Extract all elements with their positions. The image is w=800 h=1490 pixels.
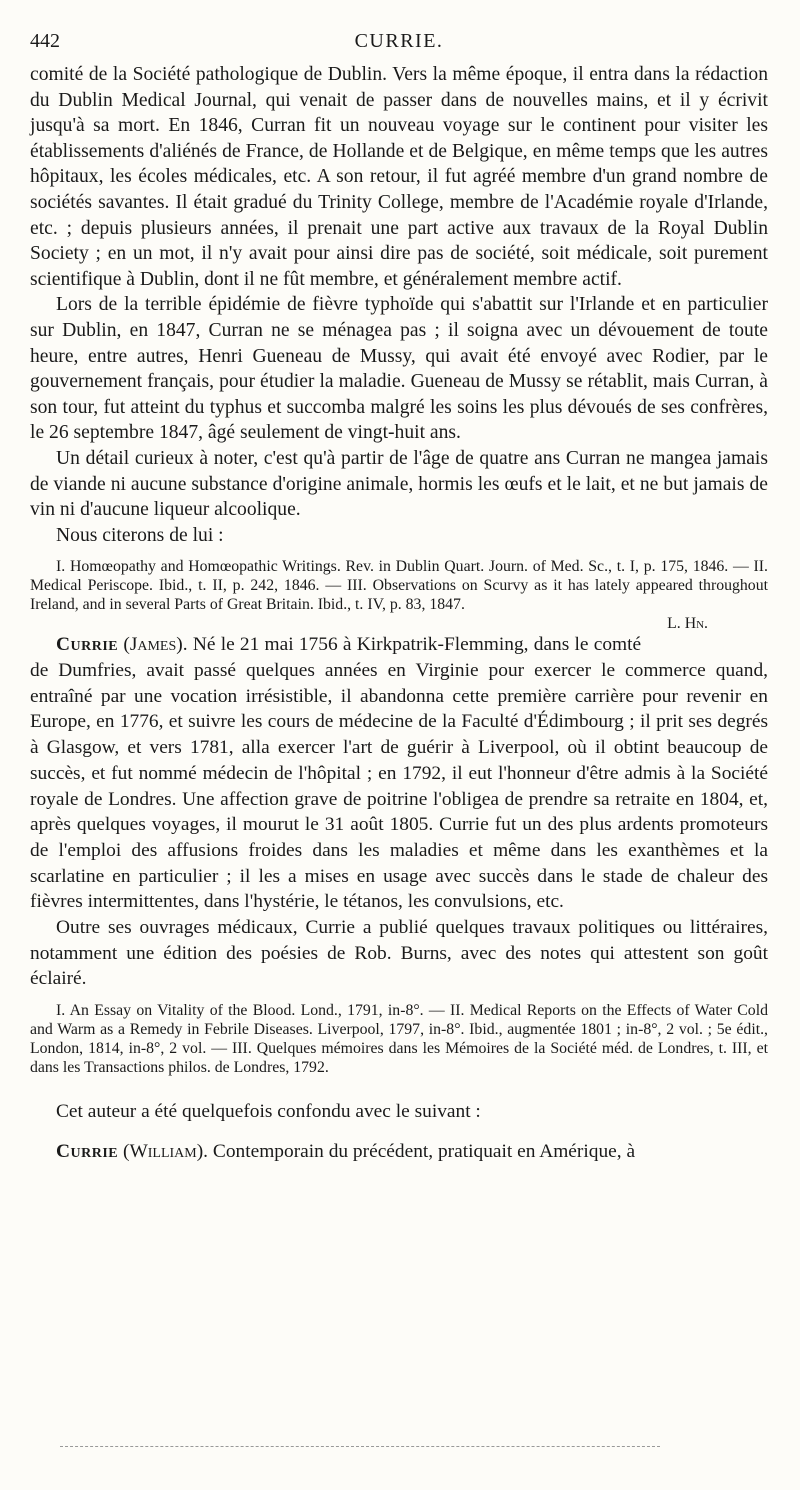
currie-james-bibliography: I. An Essay on Vitality of the Blood. Lond., 1791, in-8°. — II. Medical Reports on the Effects of Water Cold and Warm as a Remedy in Febrile Diseases. Liverpool, 1797, in-8°. Ibid., augmentée 1801 ; in-8°, 2 vol. ; 5e édit., London, 1814, in-8°, 2 vol. — III. Quelques mémoires dans les Mémoires de la Société méd. de Londres, t. III, et dans les Transactions philos. de Londres, 1792. (30, 1002, 768, 1077)
curran-article (30, 62, 768, 633)
curran-paragraph-3: Un détail curieux à noter, c'est qu'à partir de l'âge de quatre ans Curran ne mangea jamais de viande ni aucune substance d'origine animale, hormis les œufs et le lait, et ne but jamais de vin ni d'aucune liqueur alcoolique. (30, 447, 768, 521)
currie-james-article (30, 632, 768, 1164)
page (30, 26, 768, 1165)
page-number: 442 (30, 30, 60, 52)
curran-bibliography-text: I. Homœopathy and Homœopathic Writings. Rev. in Dublin Quart. Journ. of Med. Sc., t. I, p. 175, 1846. — II. Medical Periscope. Ibid., t. II, p. 242, 1846. — III. Observations on Scurvy as it has lately appeared throughout Ireland, and in several Parts of Great Britain. Ibid., t. IV, p. 83, 1847. (30, 558, 768, 614)
curran-paragraph-2: Lors de la terrible épidémie de fièvre typhoïde qui s'abattit sur l'Irlande et en particulier sur Dublin, en 1847, Curran ne se ménagea pas ; il soigna avec un dévouement de toute heure, entre autres, Henri Gueneau de Mussy, qui avait été envoyé avec Rodier, par le gouvernement français, pour étudier la maladie. Gueneau de Mussy se rétablit, mais Curran, à son tour, fut atteint du typhus et succomba malgré les soins les plus dévoués de ses confrères, le 26 septembre 1847, âgé seulement de vingt-huit ans. (30, 294, 768, 444)
curran-paragraph-4: Nous citerons de lui : (56, 524, 224, 546)
curran-signature: L. Hn. (667, 615, 708, 633)
curran-paragraph-1: comité de la Société pathologique de Dublin. Vers la même époque, il entra dans la rédaction du Dublin Medical Journal, qui venait de passer dans de nouvelles mains, et il y écrivit jusqu'à sa mort. En 1846, Curran fit un nouveau voyage sur le continent pour visiter les établissements d'aliénés de France, de Hollande et de Belgique, en même temps que les autres hôpitaux, les écoles médicales, etc. A son retour, il fut agréé membre d'un grand nombre de sociétés savantes. Il était gradué du Trinity College, membre de l'Académie royale d'Irlande, etc. ; depuis plusieurs années, il prenait une part active aux travaux de la Royal Dublin Society ; en un mot, il n'y avait pour ainsi dire pas de société, soit médicale, soit purement scientifique à Dublin, dont il ne fût membre, et généralement membre actif. (30, 64, 768, 290)
currie-confusion-note: Cet auteur a été quelquefois confondu avec le suivant : (56, 1101, 481, 1123)
curran-bibliography (30, 557, 768, 633)
currie-james-given-name: (James). (123, 634, 188, 656)
currie-james-text: Né le 21 mai 1756 à Kirkpatrik-Flemming, dans le comté de Dumfries, avait passé quelques années en Virginie pour exercer le commerce quand, entraîné par une vocation irrésistible, il abandonna cette première carrière pour revenir en Europe, en 1776, et suivre les cours de médecine de la Faculté d'Édimbourg ; il prit ses degrés à Glasgow, et vers 1781, alla exercer l'art de guérir à Liverpool, où il obtint beaucoup de succès, et fut nommé médecin de l'hôpital ; en 1792, il eut l'honneur d'être admis à la Société royale de Londres. Une affection grave de poitrine l'obligea de prendre sa retraite en 1804, et, après quelques voyages, il mourut le 31 août 1805. Currie fut un des plus ardents promoteurs de l'emploi des affusions froides dans les maladies et même dans les exanthèmes et la scarlatine en particulier ; il les a mises en usage avec succès dans le stade de chaleur des fièvres intermittentes, dans l'hystérie, le tétanos, les convulsions, etc. (30, 634, 768, 913)
currie-william-text: Contemporain du précédent, pratiquait en Amérique, à (212, 1140, 636, 1162)
currie-james-paragraph-1 (30, 632, 768, 915)
page-header (30, 26, 768, 62)
currie-james-paragraph-2: Outre ses ouvrages médicaux, Currie a publié quelques travaux politiques ou littéraires, notamment une édition des poésies de Rob. Burns, avec des notes qui attestent son goût éclairé. (30, 917, 768, 990)
running-title: CURRIE. (354, 30, 444, 52)
currie-william-given-name: (William). (122, 1140, 209, 1162)
currie-james-heading: Currie (56, 634, 119, 656)
currie-william-entry (30, 1139, 768, 1165)
footer-rule (60, 1446, 660, 1447)
currie-william-heading: Currie (56, 1140, 119, 1162)
